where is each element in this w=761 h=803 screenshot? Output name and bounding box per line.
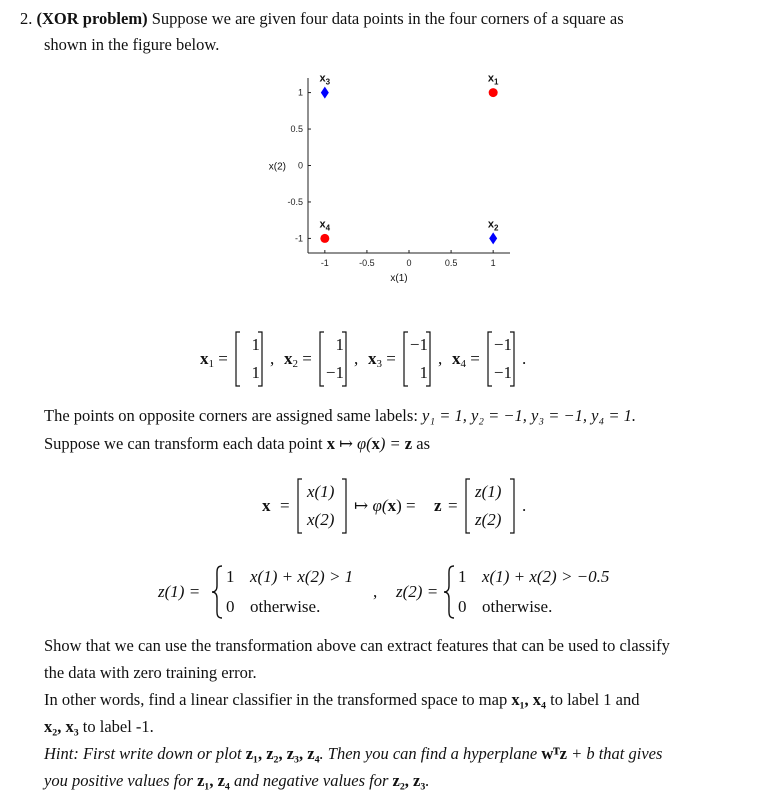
transform-intro-suffix: as xyxy=(412,434,430,453)
z1-case2-cond: otherwise. xyxy=(250,597,321,616)
hint-math-z1-z4: z₁, z₄ xyxy=(197,771,230,790)
z2-left-brace xyxy=(442,565,456,619)
x-tick-label: 0 xyxy=(406,258,412,268)
vector-bottom-entry: −1 xyxy=(493,363,512,382)
math-x-bold: x xyxy=(326,434,335,453)
vector-name: $x_3$ = xyxy=(368,349,396,370)
vector-name: $x_1$ = xyxy=(200,349,228,370)
y-tick-label: -1 xyxy=(294,233,303,244)
labels-prefix: The points on opposite corners are assigned same labels: xyxy=(44,406,418,425)
math-x-bold-2: x xyxy=(371,434,380,453)
z2-lhs: z(2) = xyxy=(396,582,439,601)
x-tick-label: 1 xyxy=(490,258,496,268)
data-point-circle xyxy=(320,234,329,243)
hint-text-2c: and negative values for xyxy=(233,771,389,790)
y-tick-label: 0.5 xyxy=(290,124,303,135)
x-tick-label: 0.5 xyxy=(444,258,458,268)
other-text-c: to label 1 and xyxy=(550,690,640,709)
point-label: $x_1$ xyxy=(487,72,499,87)
point-label: $x_2$ xyxy=(487,218,499,233)
transform-eq2: = xyxy=(448,496,458,515)
transform-lhs: x xyxy=(262,496,271,515)
z2-case1-cond: x(1) + x(2) > −0.5 xyxy=(482,567,610,586)
x-axis-label: x(1) xyxy=(390,273,408,284)
z1-case2-val: 0 xyxy=(226,597,235,616)
problem-number: 2. xyxy=(20,9,33,28)
vector-bottom-entry: −1 xyxy=(325,363,344,382)
transform-vx-top: x(1) xyxy=(307,482,335,501)
vector-top-entry: −1 xyxy=(493,335,512,354)
vector-top-entry: 1 xyxy=(335,335,344,354)
vector-top-entry: −1 xyxy=(409,335,428,354)
x-tick-label: -0.5 xyxy=(359,258,375,268)
transform-vx-bottom: x(2) xyxy=(307,510,335,529)
transform-map-phi: ↦ φ( xyxy=(354,496,388,515)
vector-name: $x_2$ = xyxy=(284,349,312,370)
show-text-1: Show that we can use the transformation above can extract features that can be used to classify xyxy=(44,636,670,655)
intro-line-2: shown in the figure below. xyxy=(44,35,220,54)
hint-text-c: . Then you can find a hyperplane xyxy=(319,744,538,763)
hint-math-wtz: wᵀz xyxy=(541,744,567,763)
other-words-line-2 xyxy=(44,713,744,741)
intro-line-2-row xyxy=(44,31,744,59)
z1-case1-cond: x(1) + x(2) > 1 xyxy=(250,567,354,586)
z1-left-brace xyxy=(210,565,224,619)
vector-bottom-entry: 1 xyxy=(251,363,260,382)
other-math-x2-x3: x₂, x₃ xyxy=(44,717,79,736)
transform-intro-prefix: Suppose we can transform each data point xyxy=(44,434,323,453)
z2-case2-cond: otherwise. xyxy=(482,597,553,616)
y-tick-label: 1 xyxy=(297,87,303,98)
hint-math-z: z₁, z₂, z₃, z₄ xyxy=(245,744,320,763)
data-point-circle xyxy=(489,88,498,97)
point-label: $x_4$ xyxy=(319,218,331,233)
cases-comma: , xyxy=(373,582,378,601)
transform-map xyxy=(354,496,416,516)
x-tick-label: -1 xyxy=(320,258,329,268)
math-close-eq: ) = xyxy=(379,434,405,453)
vector-separator: . xyxy=(522,349,527,368)
labels-line xyxy=(44,402,744,430)
hint-math-z2-z3: z₂, z₃ xyxy=(392,771,426,790)
problem-title: (XOR problem) xyxy=(36,9,148,28)
transform-period: . xyxy=(522,496,527,515)
y-tick-label: -0.5 xyxy=(287,196,303,207)
other-words-line-1 xyxy=(44,686,744,714)
transform-equation xyxy=(262,477,552,537)
vector-bottom-entry: 1 xyxy=(419,363,428,382)
math-maps-phi: ↦ φ( xyxy=(334,434,372,453)
hint-text-a: Hint: First write down or plot xyxy=(44,744,242,763)
data-point-diamond xyxy=(321,87,329,99)
vector-name: $x_4$ = xyxy=(452,349,480,370)
point-label: $x_3$ xyxy=(319,72,331,87)
bracket-left xyxy=(466,479,470,533)
hint-line-1 xyxy=(44,740,744,768)
vector-separator: , xyxy=(270,349,275,368)
z2-case2-val: 0 xyxy=(458,597,467,616)
intro-line-1: Suppose we are given four data points in the four corners of a square as xyxy=(151,9,624,28)
vector-top-entry: 1 xyxy=(251,335,260,354)
labels-math: y₁ = 1, y₂ = −1, y₃ = −1, y₄ = 1. xyxy=(422,406,636,425)
transform-vz-top: z(1) xyxy=(475,482,502,501)
z2-case1-val: 1 xyxy=(458,567,467,586)
transform-map-x: x xyxy=(387,496,397,515)
piecewise-definitions xyxy=(158,563,638,623)
other-math-x1-x4: x₁, x₄ xyxy=(511,690,546,709)
y-axis-label: x(2) xyxy=(268,161,286,173)
bracket-right xyxy=(342,479,346,533)
transform-map-end: ) = xyxy=(396,496,416,515)
bracket-right xyxy=(510,479,514,533)
data-point-diamond xyxy=(489,232,497,244)
show-text-2: the data with zero training error. xyxy=(44,663,257,682)
transform-eq: = xyxy=(280,496,290,515)
vector-separator: , xyxy=(354,349,359,368)
hint-line-2 xyxy=(44,767,744,795)
hint-text-e: + b that gives xyxy=(571,744,663,763)
vector-definitions xyxy=(200,330,620,390)
show-line-2 xyxy=(44,659,744,687)
bracket-left xyxy=(298,479,302,533)
z1-lhs: z(1) = xyxy=(158,582,201,601)
transform-z: z xyxy=(434,496,442,515)
xor-scatter-figure xyxy=(250,68,535,288)
vector-separator: , xyxy=(438,349,443,368)
hint-text-2e: . xyxy=(425,771,430,790)
show-line-1 xyxy=(44,632,744,660)
z1-case1-val: 1 xyxy=(226,567,235,586)
math-z-bold: z xyxy=(404,434,413,453)
problem-intro xyxy=(20,5,750,33)
other-text-a: In other words, find a linear classifier in the transformed space to map xyxy=(44,690,508,709)
hint-text-2a: you positive values for xyxy=(44,771,193,790)
other-text-b: to label -1. xyxy=(82,717,154,736)
transform-intro-line xyxy=(44,430,744,458)
transform-vz-bottom: z(2) xyxy=(475,510,502,529)
y-tick-label: 0 xyxy=(297,160,303,171)
